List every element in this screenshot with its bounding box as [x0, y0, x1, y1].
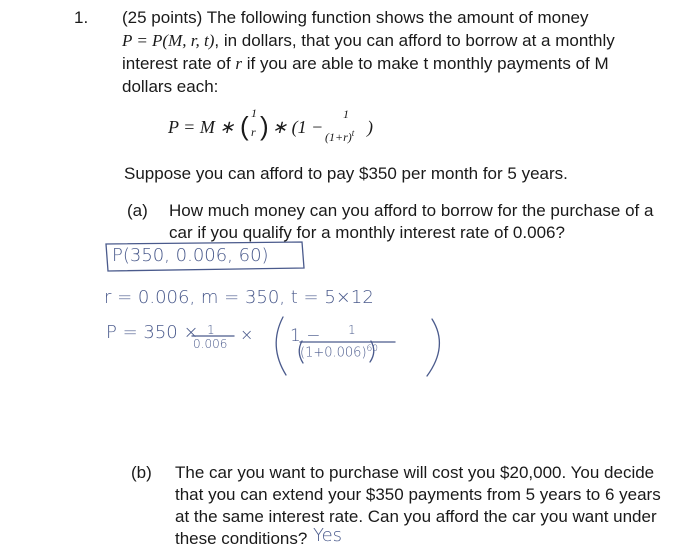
hand-times: × [240, 325, 254, 344]
part-b-line-1: The car you want to purchase will cost you $20,000. You decide [175, 463, 655, 482]
intro-line-3-b: if you are able to make t monthly payments of M [242, 54, 609, 73]
formula-end: ) [367, 117, 373, 137]
formula-frac2-den-base: (1+r) [325, 130, 352, 144]
intro-line-3-math: r [235, 54, 243, 73]
formula-lhs: P = M ∗ [168, 117, 235, 137]
formula-paren-open: ( [240, 111, 249, 141]
supposition: Suppose you can afford to pay $350 per month for 5 years. [124, 164, 568, 183]
formula-frac-den: r [251, 125, 256, 139]
part-b-line-4: these conditions? [175, 529, 308, 548]
part-b-line-3: at the same interest rate. Can you afford the car you want under [175, 507, 657, 526]
hand-inner-one: 1 − [290, 326, 321, 346]
part-a-label: (a) [127, 201, 148, 220]
intro-line-1: (25 points) The following function shows the amount of money [122, 8, 589, 27]
hand-answer: Yes [313, 525, 343, 546]
intro-line-3-a: interest rate of [122, 54, 236, 73]
hand-inner-den-paren-left [299, 341, 303, 363]
hand-big-paren-left [276, 317, 286, 375]
hand-box [106, 242, 304, 271]
hand-p-equals: P = 350 × [106, 322, 199, 343]
hand-inner-den-base: (1+0.006) [300, 345, 367, 361]
formula-frac2-num: 1 [343, 107, 349, 121]
hand-inner-den-paren-right [370, 341, 374, 362]
problem-number: 1. [74, 8, 89, 27]
formula-mid: ∗ (1 − [272, 117, 324, 137]
hand-inner-num: 1 [348, 323, 356, 337]
hand-big-paren-right [427, 319, 439, 376]
hand-variables: r = 0.006, m = 350, t = 5×12 [104, 287, 374, 308]
hand-frac-num: 1 [207, 323, 215, 337]
formula-frac2-exp: t [351, 128, 355, 138]
hand-boxed-expression: P(350, 0.006, 60) [112, 245, 269, 266]
intro-line-2-math: P = P(M, r, t) [122, 31, 215, 50]
hand-frac-den: 0.006 [193, 337, 228, 351]
part-a-line-1: How much money can you afford to borrow for the purchase of a [169, 201, 654, 220]
hand-inner-exp: 60 [366, 344, 378, 354]
part-a-line-2: car if you qualify for a monthly interest rate of 0.006? [169, 223, 565, 242]
intro-line-4: dollars each: [122, 77, 219, 96]
formula-paren-close: ) [260, 111, 269, 141]
part-b-line-2: that you can extend your $350 payments from 5 years to 6 years [175, 485, 661, 504]
intro-line-2-rest: , in dollars, that you can afford to borrow at a monthly [214, 31, 615, 50]
part-b-label: (b) [131, 463, 152, 482]
formula-frac-num: 1 [251, 106, 257, 120]
